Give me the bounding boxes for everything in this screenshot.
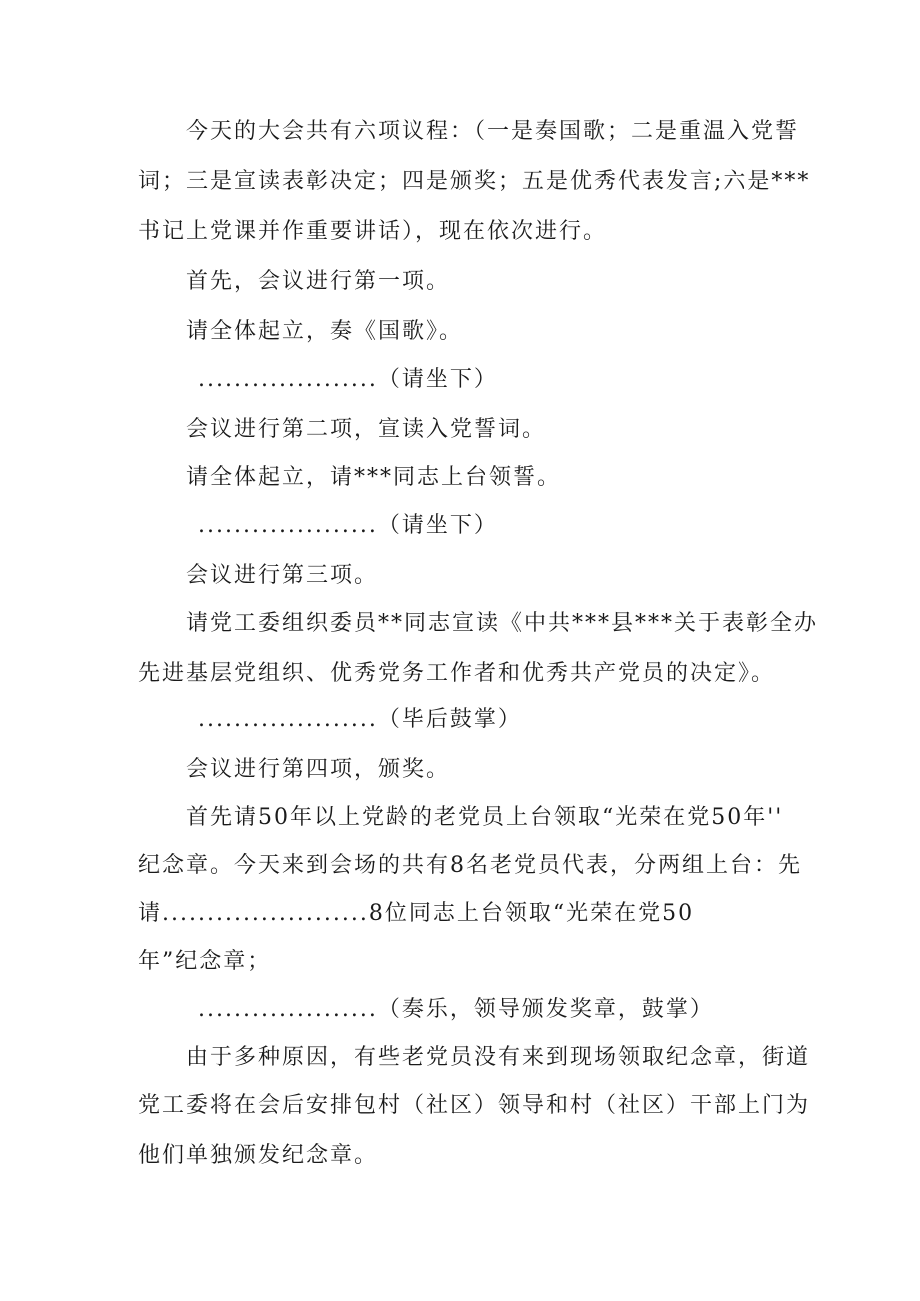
text-line: 党工委将在会后安排包村（社区）领导和村（社区）干部上门为 (138, 1093, 811, 1118)
text-line: ....................（请坐下） (198, 367, 498, 392)
text-line: 他们单独颁发纪念章。 (138, 1143, 379, 1168)
text-line: 会议进行第四项，颁奖。 (186, 757, 451, 782)
text-line: 纪念章。今天来到会场的共有8名老党员代表，分两组上台：先 (138, 853, 802, 878)
text-line: 年”纪念章； (138, 949, 272, 974)
text-line: 首先请50年以上党龄的老党员上台领取“光荣在党50年'' (186, 805, 784, 830)
text-line: ....................（毕后鼓掌） (198, 707, 522, 732)
text-line: 先进基层党组织、优秀党务工作者和优秀共产党员的决定》。 (138, 661, 776, 686)
text-line: 请全体起立，奏《国歌》。 (186, 319, 464, 344)
text-line: 词；三是宣读表彰决定；四是颁奖；五是优秀代表发言;六是*** (138, 169, 811, 194)
text-line: 书记上党课并作重要讲话），现在依次进行。 (138, 219, 608, 244)
text-line: 首先，会议进行第一项。 (186, 269, 451, 294)
text-line: ....................（请坐下） (198, 513, 498, 538)
text-line: 请党工委组织委员**同志宣读《中共***县***关于表彰全办 (186, 611, 819, 636)
text-line: 由于多种原因，有些老党员没有来到现场领取纪念章，街道 (186, 1045, 811, 1070)
text-line: 请.......................8位同志上台领取“光荣在党50 (138, 901, 695, 926)
text-line: 请全体起立，请***同志上台领誓。 (186, 465, 562, 490)
text-line: 会议进行第二项，宣读入党誓词。 (186, 417, 547, 442)
text-line: 会议进行第三项。 (186, 563, 379, 588)
text-line: 今天的大会共有六项议程：（一是奏国歌；二是重温入党誓 (186, 119, 800, 144)
text-line: ....................（奏乐，领导颁发奖章，鼓掌） (198, 997, 714, 1022)
